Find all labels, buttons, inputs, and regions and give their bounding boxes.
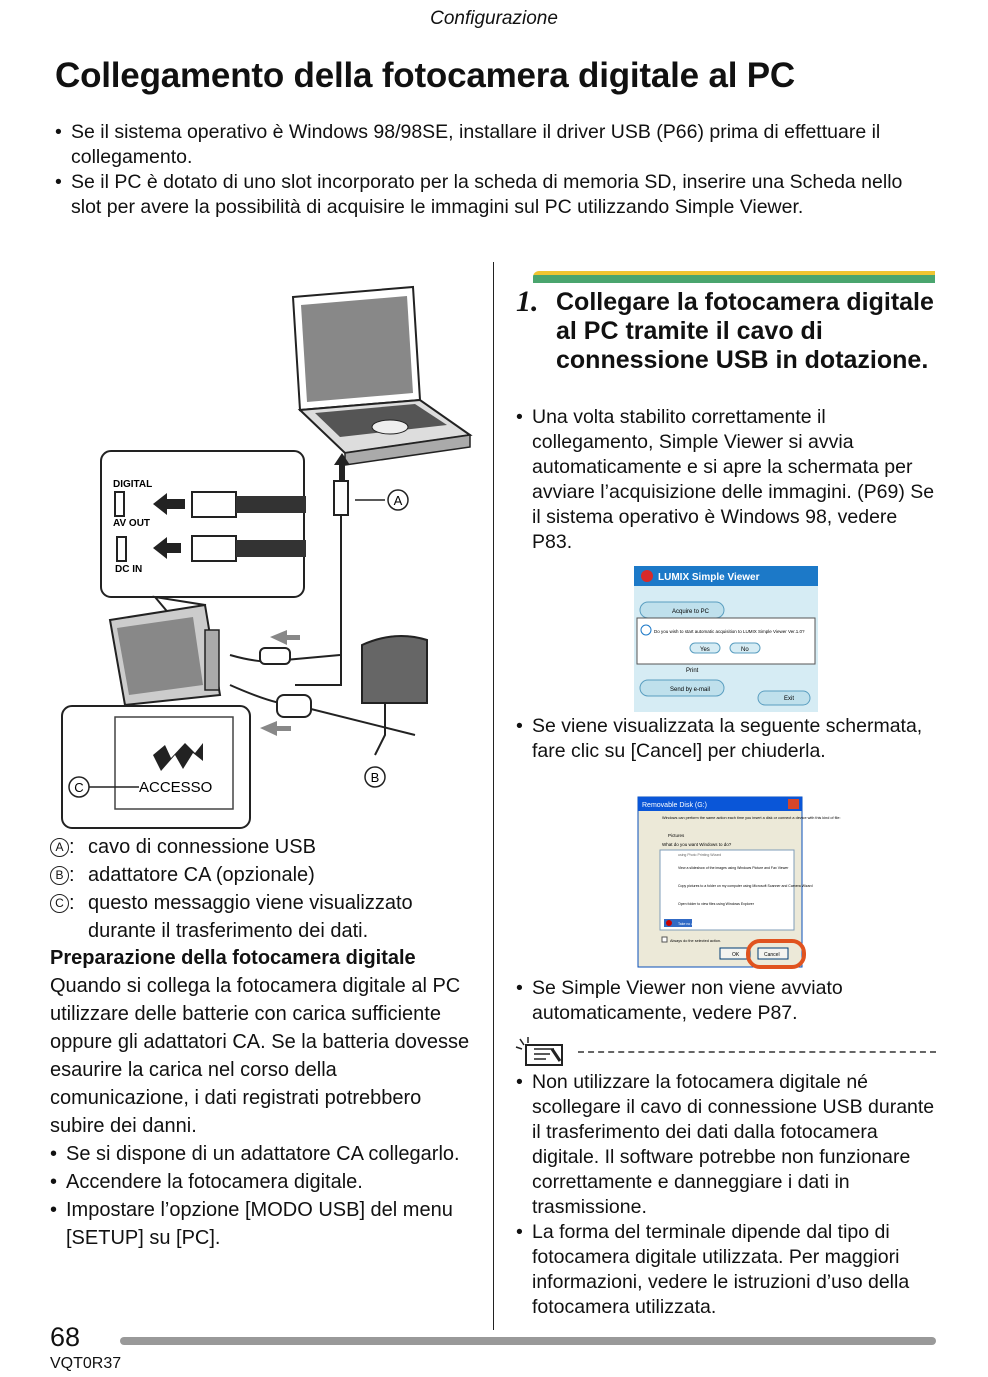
list-item: • Se Simple Viewer non viene avviato automaticamente, vedere P87. (516, 976, 936, 1026)
intro-list (55, 120, 915, 220)
label-c: C (74, 780, 84, 795)
list-item: • Se viene visualizzata la seguente schermata, fare clic su [Cancel] per chiuderla. (516, 714, 936, 764)
rd-question: What do you want Windows to do? (662, 842, 732, 847)
rd-cancel: Cancel (764, 952, 780, 958)
sv-yes: Yes (700, 647, 710, 653)
figure-legend (50, 833, 480, 945)
label-a: A (393, 493, 403, 508)
no-action-icon (666, 920, 672, 926)
list-item: • Se il PC è dotato di uno slot incorporato per la scheda di memoria SD, inserire una Scheda nello slot per avere la possibilità di acquisire le immagini sul PC utilizzando Simple Viewer. (55, 170, 915, 220)
preparation-heading: Preparazione della fotocamera digitale (50, 947, 416, 969)
section-title: Configurazione (430, 8, 558, 29)
rd-opt1: View a slideshow of the images using Windows Picture and Fax Viewer (678, 866, 789, 870)
port-dcin-label: DC IN (115, 564, 143, 575)
list-item: • Impostare l’opzione [MODO USB] del menu [SETUP] su [PC]. (50, 1196, 480, 1252)
step-number: 1. (516, 285, 539, 318)
sv-print: Print (686, 668, 699, 674)
rd-type: Pictures (668, 833, 685, 838)
note-divider (578, 1051, 936, 1053)
list-item: • Se il sistema operativo è Windows 98/98SE, installare il driver USB (P66) prima di effettuare il collegamento. (55, 120, 915, 170)
legend-item: A : cavo di connessione USB (50, 833, 480, 861)
camera-icon (110, 597, 220, 705)
removable-disk-screenshot (638, 797, 841, 972)
close-icon[interactable] (788, 799, 799, 809)
note-icon (516, 1037, 566, 1067)
column-divider (493, 262, 494, 1330)
sv-exit: Exit (784, 696, 795, 702)
simple-viewer-screenshot (634, 566, 818, 712)
sv-title: LUMIX Simple Viewer (658, 572, 760, 583)
list-item: • Non utilizzare la fotocamera digitale né scollegare il cavo di connessione USB durante il trasferimento dei dati dalla fotocamera digitale. Il software potrebbe non funzionare correttamente e danneggiare i dati in trasmissione. (516, 1070, 936, 1220)
connection-illustration (55, 285, 475, 830)
ac-adapter-icon (362, 636, 427, 755)
list-item: • Se si dispone di un adattatore CA collegarlo. (50, 1140, 480, 1168)
legend-item: B : adattatore CA (opzionale) (50, 861, 480, 889)
always-checkbox[interactable] (662, 937, 667, 942)
sv-dialog: Do you wish to start automatic acquisition to LUMIX Simple Viewer Ver.1.0? (654, 629, 805, 634)
port-digital-label: DIGITAL (113, 479, 153, 490)
rd-opt4: Take no action (678, 922, 701, 926)
laptop-icon (293, 287, 470, 465)
rd-opt2: Copy pictures to a folder on my computer using Microsoft Scanner and Camera Wizard (678, 884, 813, 888)
accesso-label: ACCESSO (139, 779, 213, 796)
sv-acquire: Acquire to PC (672, 609, 710, 615)
sv-no: No (741, 647, 749, 653)
rd-desc: Windows can perform the same action each time you insert a disk or connect a device with this kind of file: (662, 816, 841, 820)
port-avout-label: AV OUT (113, 518, 151, 529)
step-bullet (516, 976, 936, 1026)
question-icon (641, 625, 651, 635)
lumix-heart-icon (641, 570, 653, 582)
rd-opt3: Open folder to view files using Windows Explorer (678, 902, 754, 906)
page-title: Collegamento della fotocamera digitale al PC (55, 56, 795, 95)
label-b: B (370, 770, 380, 785)
legend-item: C : questo messaggio viene visualizzato durante il trasferimento dei dati. (50, 889, 480, 945)
preparation-section (50, 944, 480, 1252)
notes-list (516, 1070, 936, 1320)
footer-bar (120, 1337, 936, 1345)
rd-ok: OK (732, 952, 740, 958)
sv-send: Send by e-mail (670, 687, 711, 693)
rd-opt0: using Photo Printing Wizard (678, 853, 722, 857)
rd-always: Always do the selected action. (670, 939, 722, 943)
rd-title: Removable Disk (G:) (642, 802, 707, 809)
document-code: VQT0R37 (50, 1355, 122, 1372)
step-header-bar (533, 271, 935, 283)
list-item: • Accendere la fotocamera digitale. (50, 1168, 480, 1196)
list-item: • La forma del terminale dipende dal tipo di fotocamera digitale utilizzata. Per maggiori informazioni, vedere le istruzioni d’uso della fotocamera utilizzata. (516, 1220, 936, 1320)
page-number: 68 (50, 1322, 81, 1352)
step-title: Collegare la fotocamera digitale al PC tramite il cavo di connessione USB in dotazione. (556, 288, 934, 374)
list-item: • Una volta stabilito correttamente il collegamento, Simple Viewer si avvia automaticamente e si apre la schermata per avviare l’acquisizione delle immagini. (P69) Se il sistema operativo è Windows 98, vedere P83. (516, 405, 936, 555)
step-bullet (516, 714, 936, 764)
preparation-body: Quando si collega la fotocamera digitale al PC utilizzare delle batterie con carica sufficiente oppure gli adattatori CA. Se la batteria dovesse esaurire la carica nel corso della comunicazione, i dati registrati potrebbero subire dei danni. (50, 975, 470, 1137)
step-bullet (516, 405, 936, 555)
rd-options-list[interactable] (660, 850, 794, 930)
